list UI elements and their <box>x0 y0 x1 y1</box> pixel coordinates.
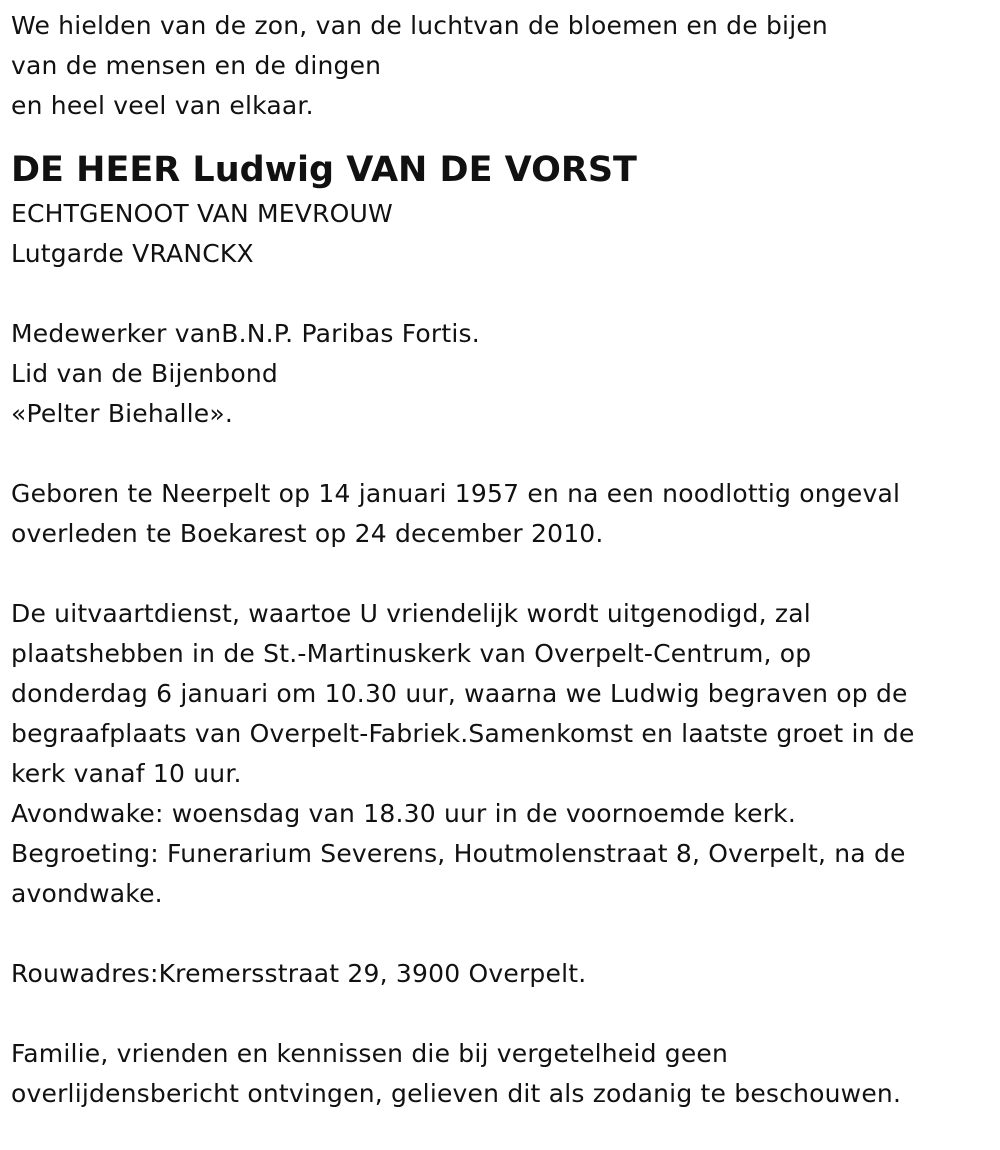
wake-line: Avondwake: woensdag van 18.30 uur in de voornoemde kerk. <box>11 799 796 828</box>
spacer <box>11 914 1000 954</box>
birth-death-line: Geboren te Neerpelt op 14 januari 1957 en na een noodlottig ongeval <box>11 479 901 508</box>
spacer <box>11 994 1000 1034</box>
funeral-details <box>11 594 1000 914</box>
spacer <box>11 434 1000 474</box>
funeral-line: begraafplaats van Overpelt-Fabriek.Samenkomst en laatste groet in de <box>11 719 915 748</box>
birth-death <box>11 474 1000 554</box>
funeral-line: donderdag 6 januari om 10.30 uur, waarna we Ludwig begraven op de <box>11 679 908 708</box>
affiliation-line: Lid van de Bijenbond <box>11 359 278 388</box>
affiliations <box>11 314 1000 434</box>
poem-line: van de mensen en de dingen <box>11 51 382 80</box>
spouse-name: Lutgarde VRANCKX <box>11 239 254 268</box>
closing-note <box>11 1034 1000 1114</box>
spacer <box>11 554 1000 594</box>
funeral-line: De uitvaartdienst, waartoe U vriendelijk wordt uitgenodigd, zal <box>11 599 811 628</box>
poem-line: We hielden van de zon, van de luchtvan de bloemen en de bijen <box>11 11 828 40</box>
mourning-address <box>11 954 1000 994</box>
spouse-label: ECHTGENOOT VAN MEVROUW <box>11 199 393 228</box>
affiliation-line: «Pelter Biehalle». <box>11 399 233 428</box>
closing-line: Familie, vrienden en kennissen die bij vergetelheid geen <box>11 1039 729 1068</box>
closing-line: overlijdensbericht ontvingen, gelieven dit als zodanig te beschouwen. <box>11 1079 902 1108</box>
poem-line: en heel veel van elkaar. <box>11 91 314 120</box>
address-line: Rouwadres:Kremersstraat 29, 3900 Overpelt. <box>11 959 587 988</box>
funeral-line: plaatshebben in de St.-Martinuskerk van Overpelt-Centrum, op <box>11 639 812 668</box>
deceased-name: DE HEER Ludwig VAN DE VORST <box>11 150 637 190</box>
poem <box>11 6 1000 126</box>
birth-death-line: overleden te Boekarest op 24 december 2010. <box>11 519 604 548</box>
greeting-line: Begroeting: Funerarium Severens, Houtmolenstraat 8, Overpelt, na de <box>11 839 906 868</box>
greeting-line: avondwake. <box>11 879 163 908</box>
affiliation-line: Medewerker vanB.N.P. Paribas Fortis. <box>11 319 480 348</box>
deceased-block <box>11 150 1000 274</box>
spacer <box>11 274 1000 314</box>
funeral-line: kerk vanaf 10 uur. <box>11 759 242 788</box>
